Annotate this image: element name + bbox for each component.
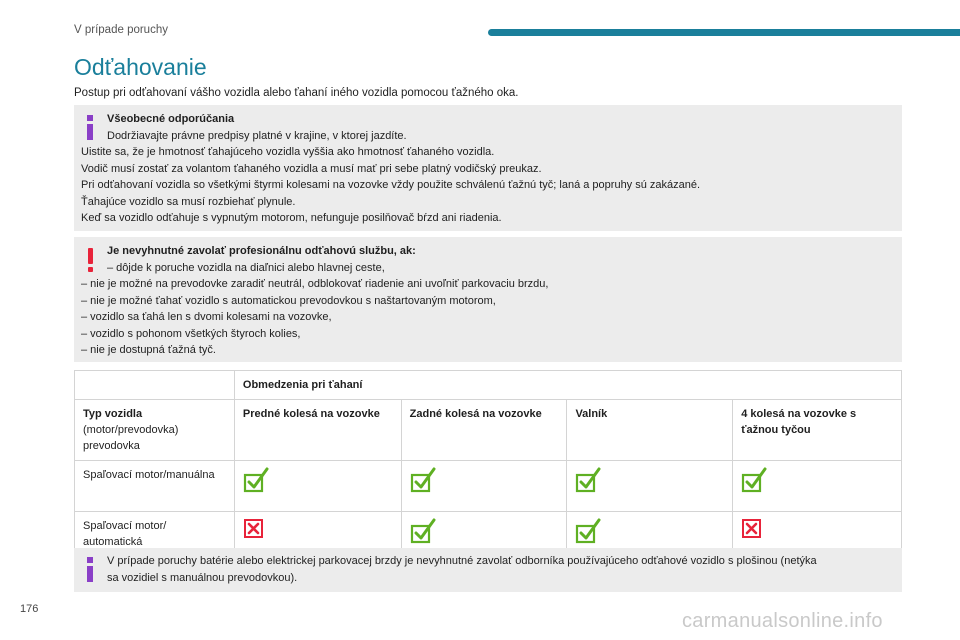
warning-line: – nie je dostupná ťažná tyč. [81, 344, 216, 356]
info-line: Dodržiavajte právne predpisy platné v krajine, v ktorej jazdíte. [107, 129, 407, 142]
check-icon [410, 467, 440, 493]
warning-line: – nie je možné ťahať vozidlo s automatickou prevodovkou s naštartovaným motorom, [81, 294, 496, 307]
warning-heading: Je nevyhnutné zavolať profesionálnu odťahovú službu, ak: [107, 245, 416, 257]
cross-icon [243, 518, 265, 540]
check-icon [410, 518, 440, 544]
header-accent-bar [488, 29, 960, 36]
check-icon [733, 461, 902, 512]
warning-icon [88, 248, 93, 272]
column-header: Predné kolesá na vozovke [234, 400, 401, 461]
row-label-line: Spaľovací motor/ [83, 520, 167, 532]
intro-text: Postup pri odťahovaní vášho vozidla alebo ťahaní iného vozidla pomocou ťažného oka. [74, 87, 519, 99]
cross-icon [741, 518, 763, 540]
check-icon [741, 467, 771, 493]
warning-line: – vozidlo s pohonom všetkých štyroch kolies, [81, 327, 301, 340]
general-recommendations-box [74, 105, 902, 231]
table-empty-cell [75, 371, 235, 400]
warning-line: – nie je možné na prevodovke zaradiť neutrál, odblokovať riadenie ani uvoľniť parkovaciu brzdu, [81, 278, 549, 290]
info-line: Pri odťahovaní vozidla so všetkými štyrmi kolesami na vozovke vždy použite schválenú ťažnú tyč; laná a popruhy sú zakázané. [81, 179, 701, 191]
info-line: Uistite sa, že je hmotnosť ťahajúceho vozidla vyššia ako hmotnosť ťahaného vozidla. [81, 146, 495, 158]
vehicle-type-sub: (motor/prevodovka) [83, 424, 179, 436]
check-icon [567, 461, 733, 512]
battery-failure-note-box [74, 548, 902, 592]
warning-line: – dôjde k poruche vozidla na diaľnici alebo hlavnej ceste, [107, 261, 385, 274]
note-line: sa vozidiel s manuálnou prevodovkou). [107, 571, 298, 584]
row-label-line: Spaľovací motor/manuálna [83, 469, 215, 481]
info-line: Ťahajúce vozidlo sa musí rozbiehať plynule. [81, 195, 296, 208]
watermark: carmanualsonline.info [682, 610, 883, 632]
vehicle-type-title: Typ vozidla [83, 408, 143, 420]
table-row [75, 461, 902, 512]
table-header-row [75, 400, 902, 461]
professional-towing-warning-box [74, 237, 902, 362]
column-header: Valník [567, 400, 733, 461]
column-header: 4 kolesá na vozovke s ťažnou tyčou [733, 400, 902, 461]
towing-restrictions-table [74, 370, 902, 560]
note-line: V prípade poruchy batérie alebo elektrickej parkovacej brzdy je nevyhnutné zavolať odborníka používajúceho odťahové vozidlo s plošinou (netýka [107, 555, 817, 567]
section-header: V prípade poruchy [74, 24, 168, 36]
vehicle-type-header [75, 400, 235, 461]
table-caption-row [75, 371, 902, 400]
check-icon [575, 518, 605, 544]
info-heading: Všeobecné odporúčania [107, 113, 235, 125]
table-caption: Obmedzenia pri ťahaní [234, 371, 901, 400]
warning-line: – vozidlo sa ťahá len s dvomi kolesami na vozovke, [81, 311, 332, 323]
column-header: Zadné kolesá na vozovke [401, 400, 567, 461]
row-label [75, 461, 235, 512]
info-icon [87, 115, 93, 140]
page-title: Odťahovanie [74, 54, 207, 80]
info-line: Vodič musí zostať za volantom ťahaného vozidla a musí mať pri sebe platný vodičský preukaz. [81, 162, 542, 175]
check-icon [234, 461, 401, 512]
row-label-line: automatická [83, 536, 143, 548]
vehicle-type-sub: prevodovka [83, 440, 140, 452]
info-icon [87, 557, 93, 582]
info-line: Keď sa vozidlo odťahuje s vypnutým motorom, nefunguje posilňovač bŕzd ani riadenia. [81, 212, 502, 224]
check-icon [243, 467, 273, 493]
check-icon [575, 467, 605, 493]
check-icon [401, 461, 567, 512]
page-number: 176 [20, 603, 39, 615]
